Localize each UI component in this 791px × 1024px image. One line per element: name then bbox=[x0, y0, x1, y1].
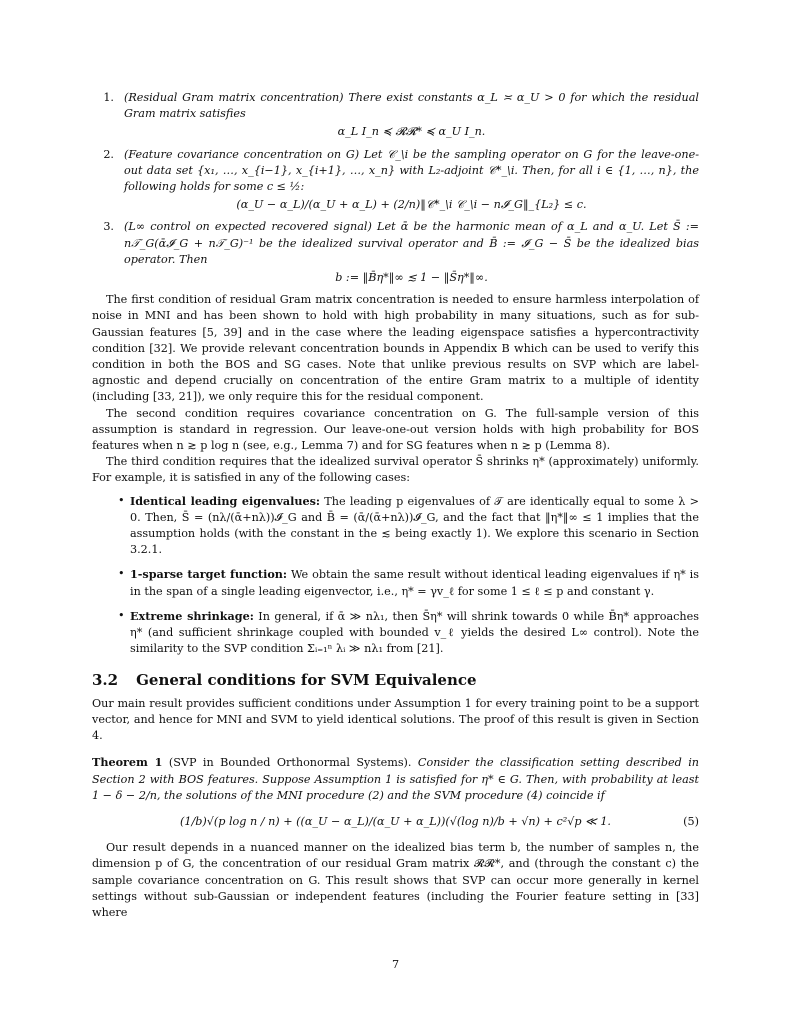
assumption-item bbox=[92, 90, 699, 141]
section-heading bbox=[92, 672, 699, 688]
assumption-item bbox=[92, 147, 699, 214]
bullet-icon: • bbox=[118, 567, 125, 581]
page-body bbox=[92, 90, 699, 921]
assumption-text: (L∞ control on expected recovered signal) Let ᾱ be the harmonic mean of α_L and α_U. Let S̄ := n𝒯_G(ᾱ𝓘_G + n𝒯_G)⁻¹ be the idealized survival operator and B̄ := 𝓘_G − S̄ be the idealized bias operator. Then bbox=[124, 220, 699, 266]
assumption-number: 3. bbox=[103, 220, 114, 234]
case-list bbox=[92, 493, 699, 658]
display-equation: α_L I_n ≼ 𝓡𝓡* ≼ α_U I_n. bbox=[337, 125, 486, 139]
theorem-label: Theorem 1 bbox=[92, 755, 163, 770]
theorem-body: Consider the classification setting described in Section 2 with BOS features. Suppose Assumption 1 is satisfied for η* ∈ G. Then, with probability at least 1 − δ − 2/n, the solutions of the MNI procedure (2) and the SVM procedure (4) coincide if bbox=[92, 756, 699, 802]
assumption-number: 2. bbox=[103, 147, 114, 161]
section-title: General conditions for SVM Equivalence bbox=[136, 670, 477, 689]
page-number: 7 bbox=[391, 958, 400, 971]
assumption-item bbox=[92, 219, 699, 286]
case-item bbox=[92, 493, 699, 559]
theorem-equation: (1/b)√(p log n / n) + ((α_U − α_L)/(α_U + α_L))(√(log n)/b + √n) + c²√p ≪ 1. bbox=[179, 814, 611, 828]
assumption-text: (Residual Gram matrix concentration) There exist constants α_L ≍ α_U > 0 for which the residual Gram matrix satisfies bbox=[124, 91, 699, 121]
case-text: We obtain the same result without identical leading eigenvalues if η* is in the span of a single leading eigenvector, i.e., η* = γv_ℓ for some 1 ≤ ℓ ≤ p and constant γ. bbox=[130, 568, 699, 598]
case-text: In general, if ᾱ ≫ nλ₁, then S̄η* will shrink towards 0 while B̄η* approaches η* (and sufficient shrinkage coupled with bounded v_ℓ yields the desired L∞ control). Note the similarity to the SVP condition Σᵢ₌₁ⁿ λᵢ ≫ nλ₁ from [21]. bbox=[130, 609, 699, 656]
assumption-text: (Feature covariance concentration on G) Let 𝒞_\i be the sampling operator on G for the leave-one-out data set {x₁, …, x_{i−1}, x_{i+1}, …, x_n} with L₂-adjoint 𝒞*_\i. Then, for all i ∈ {1, …, n}, the following holds for some c ≤ ½: bbox=[124, 147, 699, 194]
paragraph: The first condition of residual Gram matrix concentration is needed to ensure harmless interpolation of noise in MNI and has been shown to hold with high probability in many situations, such as for sub-Gaussian features [5, 39] and in the case where the leading eigenspace satisfies a hypercontractivity condition [32]. We provide relevant concentration bounds in Appendix B which can be used to verify this condition in both the BOS and SG cases. Note that unlike previous results on SVP which are label-agnostic and depend crucially on concentration of the entire Gram matrix to a multiple of identity (including [33, 21]), we only require this for the residual component. bbox=[92, 293, 699, 404]
section-number: 3.2 bbox=[92, 670, 119, 689]
paragraph: The third condition requires that the idealized survival operator S̄ shrinks η* (approximately) uniformly. For example, it is satisfied in any of the following cases: bbox=[92, 455, 699, 485]
display-equation: (α_U − α_L)/(α_U + α_L) + (2/n)‖𝒞*_\i 𝒞_\i − n𝓘_G‖_{L₂} ≤ c. bbox=[236, 198, 587, 212]
section-intro: Our main result provides sufficient conditions under Assumption 1 for every training point to be a support vector, and hence for MNI and SVM to yield identical solutions. The proof of this result is given in Section 4. bbox=[92, 696, 699, 743]
assumption-list bbox=[92, 90, 699, 286]
assumption-number: 1. bbox=[103, 91, 114, 104]
case-item bbox=[92, 566, 699, 599]
bullet-icon: • bbox=[118, 608, 125, 622]
case-text: The leading p eigenvalues of 𝒯 are identically equal to some λ > 0. Then, S̄ = (nλ/(ᾱ+nλ))𝓘_G and B̄ = (ᾱ/(ᾱ+nλ))𝓘_G, and the fact that ‖η*‖∞ ≤ 1 implies that the assumption holds (with the constant in the ≲ being exactly 1). We explore this scenario in Section 3.2.1. bbox=[130, 494, 699, 557]
closing-paragraph: Our result depends in a nuanced manner on the idealized bias term b, the number of samples n, the dimension p of G, the concentration of our residual Gram matrix 𝓡𝓡*, and (through the constant c) the sample covariance concentration on G. This result shows that SVP can occur more generally in kernel settings without sub-Gaussian or independent features (including the Fourier feature setting in [33] where bbox=[92, 841, 699, 919]
equation-number: (5) bbox=[683, 814, 699, 828]
case-item bbox=[92, 608, 699, 658]
theorem-name: (SVP in Bounded Orthonormal Systems). bbox=[168, 756, 412, 770]
case-title: 1-sparse target function: bbox=[130, 567, 288, 582]
theorem bbox=[92, 754, 699, 804]
display-equation: b := ‖B̄η*‖∞ ≲ 1 − ‖S̄η*‖∞. bbox=[335, 271, 488, 285]
paragraph: The second condition requires covariance concentration on G. The full-sample version of this assumption is standard in regression. Our leave-one-out version holds with high probability for BOS features when n ≳ p log n (see, e.g., Lemma 7) and for SG features when n ≳ p (Lemma 8). bbox=[92, 406, 699, 453]
case-title: Extreme shrinkage: bbox=[130, 608, 254, 623]
theorem-equation-row bbox=[92, 814, 699, 830]
case-title: Identical leading eigenvalues: bbox=[130, 493, 321, 508]
bullet-icon: • bbox=[118, 493, 125, 507]
